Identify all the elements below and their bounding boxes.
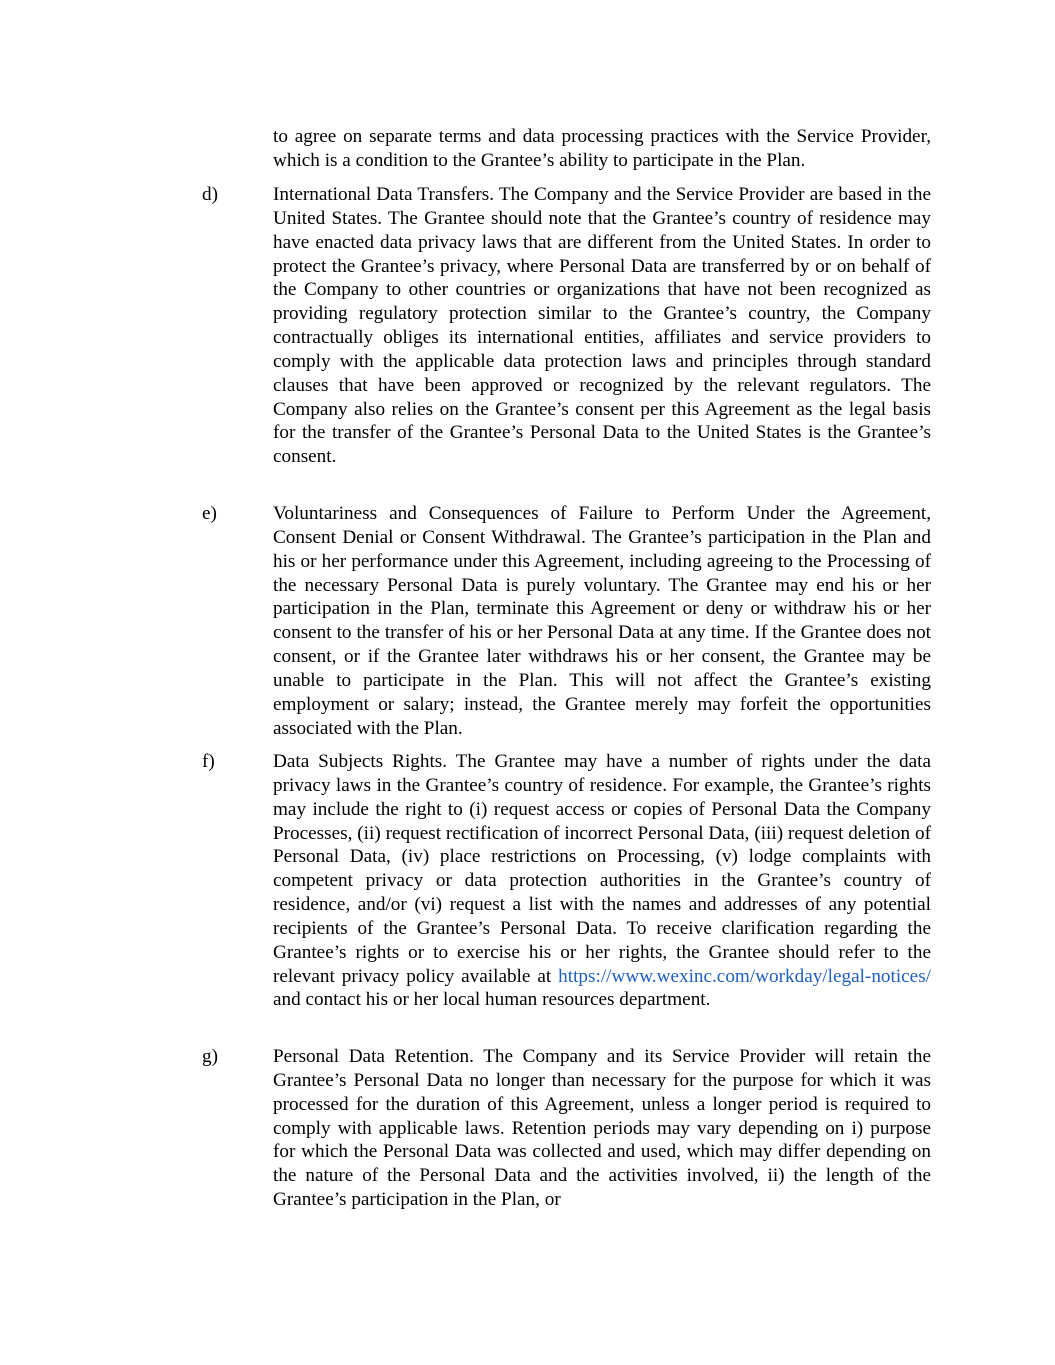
paragraph-personal-data-retention: Personal Data Retention. The Company and its Service Provider will retain the Grantee’s Personal Data no longer than necessary for the purpose for which it was processed for the duration of this Agreement, unless a longer period is required to comply with applicable laws. Retention periods may vary depending on i) purpose for which the Personal Data was collected and used, which may differ depending on the nature of the Personal Data and the activities involved, ii) the length of the Grantee’s participation in the Plan, or bbox=[273, 1046, 931, 1211]
item-label-g: g) bbox=[202, 1046, 218, 1067]
paragraph-international-data-transfers: International Data Transfers. The Company and the Service Provider are based in the United States. The Grantee should note that the Grantee’s country of residence may have enacted data privacy laws that are different from the United States. In order to protect the Grantee’s privacy, where Personal Data are transferred by or on behalf of the Company to other countries or organizations that have not been recognized as providing regulatory protection similar to the Grantee’s country, the Company contractually obliges its international entities, affiliates and service providers to comply with the applicable data protection laws and principles through standard clauses that have been approved or recognized by the relevant regulators. The Company also relies on the Grantee’s consent per this Agreement as the legal basis for the transfer of the Grantee’s Personal Data to the United States is the Grantee’s consent. bbox=[273, 184, 931, 468]
legal-notices-link[interactable]: https://www.wexinc.com/workday/legal-notices/ bbox=[558, 965, 931, 987]
item-label-d: d) bbox=[202, 184, 218, 205]
item-label-e: e) bbox=[202, 503, 217, 524]
continuation-paragraph: to agree on separate terms and data processing practices with the Service Provider, which is a condition to the Grantee’s ability to participate in the Plan. bbox=[273, 126, 931, 171]
paragraph-voluntariness: Voluntariness and Consequences of Failure to Perform Under the Agreement, Consent Denial or Consent Withdrawal. The Grantee’s participation in the Plan and his or her performance under this Agreement, including agreeing to the Processing of the necessary Personal Data is purely voluntary. The Grantee may end his or her participation in the Plan, terminate this Agreement or deny or withdraw his or her consent to the transfer of his or her Personal Data at any time. If the Grantee does not consent, or if the Grantee later withdraws his or her consent, the Grantee may be unable to participate in the Plan. This will not affect the Grantee’s existing employment or salary; instead, the Grantee merely may forfeit the opportunities associated with the Plan. bbox=[273, 503, 931, 739]
paragraph-data-subjects-rights bbox=[273, 750, 931, 1012]
data-subjects-rights-text-end: and contact his or her local human resources department. bbox=[273, 989, 711, 1011]
item-label-f: f) bbox=[202, 751, 215, 772]
data-subjects-rights-text: Data Subjects Rights. The Grantee may have a number of rights under the data privacy laws in the Grantee’s country of residence. For example, the Grantee’s rights may include the right to (i) request access or copies of Personal Data the Company Processes, (ii) request rectification of incorrect Personal Data, (iii) request deletion of Personal Data, (iv) place restrictions on Processing, (v) lodge complaints with competent privacy or data protection authorities in the Grantee’s country of residence, and/or (vi) request a list with the names and addresses of any potential recipients of the Grantee’s Personal Data. To receive clarification regarding the Grantee’s rights or to exercise his or her rights, the Grantee should refer to the relevant privacy policy available at bbox=[273, 751, 931, 987]
